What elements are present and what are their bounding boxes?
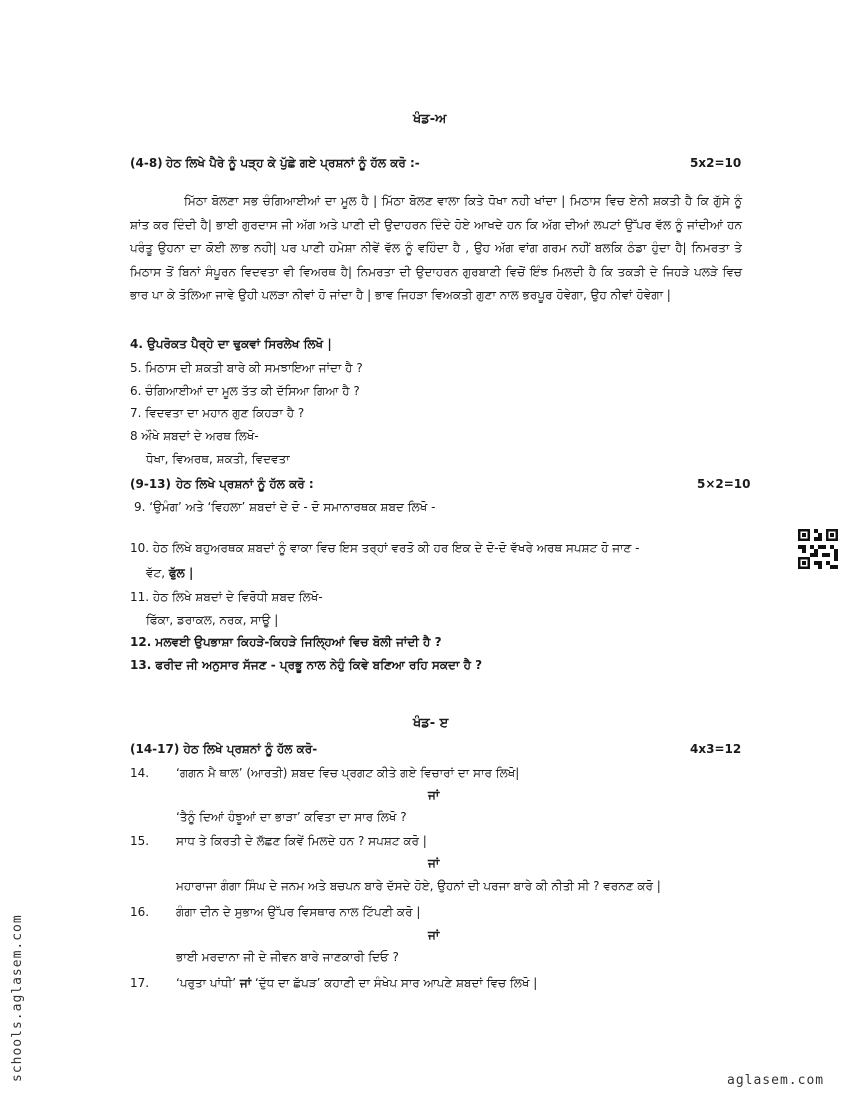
or-label-14: ਜਾਂ — [428, 788, 440, 802]
comprehension-paragraph: ਮਿੱਠਾ ਬੋਲਣਾ ਸਭ ਚੰਗਿਆਈਆਂ ਦਾ ਮੂਲ ਹੈ | ਮਿੱਠਾ ਬੋਲਣ ਵਾਲਾ ਕਿਤੇ ਧੋਖਾ ਨਹੀ ਖਾਂਦਾ | ਮਿਠਾਸ ਵਿਚ ਏਨੀ ਸ਼ਕਤੀ ਹੈ ਕਿ ਗੁੱਸੇ ਨੂੰ ਸ਼ਾਂਤ ਕਰ ਦਿੰਦੀ ਹੈ| ਭਾਈ ਗੁਰਦਾਸ ਜੀ ਅੱਗ ਅਤੇ ਪਾਣੀ ਦੀ ਉਦਾਹਰਨ ਦਿੰਦੇ ਹੋਏ ਆਖਦੇ ਹਨ ਕਿ ਅੱਗ ਦੀਆਂ ਲਪਟਾਂ ਉੱਪਰ ਵੱਲ ਨੂੰ ਜਾਂਦੀਆਂ ਹਨ ਪਰੰਤੂ ਉਹਨਾ ਦਾ ਕੋਈ ਲਾਭ ਨਹੀ| ਪਰ ਪਾਣੀ ਹਮੇਸ਼ਾ ਨੀਵੇਂ ਵੱਲ ਨੂੰ ਵਹਿੰਦਾ ਹੈ , ਉਹ ਅੱਗ ਵਾਂਗ ਗਰਮ ਨਹੀਂ ਬਲਕਿ ਠੰਡਾ ਹੁੰਦਾ ਹੈ| ਨਿਮਰਤਾ ਤੇ ਮਿਠਾਸ ਤੋਂ ਬਿਨਾਂ ਸੰਪੂਰਨ ਵਿਦਵਤਾ ਵੀ ਵਿਅਰਥ ਹੈ| ਨਿਮਰਤਾ ਦੀ ਉਦਾਹਰਨ ਗੁਰਬਾਣੀ ਵਿਚੋਂ ਇੰਝ ਮਿਲਦੀ ਹੈ ਕਿ ਤਕੜੀ ਦੇ ਜਿਹੜੇ ਪਲੜੇ ਵਿਚ ਭਾਰ ਪਾ ਕੇ ਤੋਲਿਆ ਜਾਵੇ ਉਹੀ ਪਲੜਾ ਨੀਵਾਂ ਹੋ ਜਾਂਦਾ ਹੈ | ਭਾਵ ਜਿਹੜਾ ਵਿਅਕਤੀ ਗੁਣਾ ਨਾਲ ਭਰਪੂਰ ਹੋਵੇਗਾ, ਉਹ ਨੀਵਾਂ ਹੋਵੇਗਾ | — [130, 194, 742, 302]
question-4: 4. ਉਪਰੋਕਤ ਪੈਰ੍ਹੇ ਦਾ ਢੁਕਵਾਂ ਸਿਰਲੇਖ ਲਿਖੋ | — [130, 337, 332, 351]
q9-13-instruction: ਹੇਠ ਲਿਖੇ ਪ੍ਰਸ਼ਨਾਂ ਨੂੰ ਹੱਲ ਕਰੋ : — [176, 477, 314, 491]
q9-13-range: (9-13) — [130, 477, 171, 491]
question-16: ਗੰਗਾ ਦੀਨ ਦੇ ਸੁਭਾਅ ਉੱਪਰ ਵਿਸਥਾਰ ਨਾਲ ਟਿੱਪਣੀ ਕਰੋ | — [176, 905, 421, 919]
watermark-footer: aglasem.com — [727, 1073, 825, 1088]
q9-13-marks: 5×2=10 — [697, 477, 751, 491]
question-17-number: 17. — [130, 976, 150, 990]
qr-code-icon — [798, 528, 838, 570]
question-6: 6. ਚੰਗਿਆਈਆਂ ਦਾ ਮੂਲ ਤੱਤ ਕੀ ਦੱਸਿਆ ਗਿਆ ਹੈ ? — [130, 384, 360, 398]
question-17-part2: ‘ਦੁੱਧ ਦਾ ਛੱਪੜ’ ਕਹਾਣੀ ਦਾ ਸੰਖੇਪ ਸਾਰ ਆਪਣੇ ਸ਼ਬਦਾਂ ਵਿਚ ਲਿਖੋ | — [251, 976, 538, 990]
q4-8-marks: 5x2=10 — [690, 156, 742, 170]
question-10: 10. ਹੇਠ ਲਿਖੇ ਬਹੁਅਰਥਕ ਸ਼ਬਦਾਂ ਨੂੰ ਵਾਕਾ ਵਿਚ ਇਸ ਤਰ੍ਹਾਂ ਵਰਤੋ ਕੀ ਹਰ ਇਕ ਦੇ ਦੋ-ਦੋ ਵੱਖਰੇ ਅਰਥ ਸਪਸ਼ਟ ਹੋ ਜਾਣ - — [130, 541, 640, 555]
question-11: 11. ਹੇਠ ਲਿਖੇ ਸ਼ਬਦਾਂ ਦੇ ਵਿਰੋਧੀ ਸ਼ਬਦ ਲਿਖੋ- — [130, 590, 323, 604]
question-15-alternative: ਮਹਾਰਾਜਾ ਗੰਗਾ ਸਿੰਘ ਦੇ ਜਨਮ ਅਤੇ ਬਚਪਨ ਬਾਰੇ ਦੱਸਦੇ ਹੋਏ, ਉਹਨਾਂ ਦੀ ਪਰਜਾ ਬਾਰੇ ਕੀ ਨੀਤੀ ਸੀ ? ਵਰਨਣ ਕਰੋ | — [176, 879, 661, 893]
q14-17-marks: 4x3=12 — [690, 742, 742, 756]
q14-17-instruction: (14-17) ਹੇਠ ਲਿਖੇ ਪ੍ਰਸ਼ਨਾਂ ਨੂੰ ਹੱਲ ਕਰੋ- — [130, 742, 318, 756]
section-e-title: ਖੰਡ- ੲ — [413, 716, 449, 731]
question-17-part1: ‘ਪਰੁਤਾ ਪਾਂਧੀ’ — [176, 976, 240, 990]
question-10-word-bold: ਫੁੱਲ | — [168, 566, 194, 580]
question-17-or: ਜਾਂ — [239, 976, 252, 990]
question-14: ‘ਗਗਨ ਮੈ ਥਾਲ’ (ਆਰਤੀ) ਸ਼ਬਦ ਵਿਚ ਪ੍ਰਗਟ ਕੀਤੇ ਗਏ ਵਿਚਾਰਾਂ ਦਾ ਸਾਰ ਲਿਖੋ| — [176, 766, 520, 780]
question-8: 8 ਔਖੇ ਸ਼ਬਦਾਂ ਦੇ ਅਰਥ ਲਿਖੋ- — [130, 429, 259, 443]
question-16-alternative: ਭਾਈ ਮਰਦਾਨਾ ਜੀ ਦੇ ਜੀਵਨ ਬਾਰੇ ਜਾਣਕਾਰੀ ਦਿਓ ? — [176, 950, 399, 964]
question-13: 13. ਫਰੀਦ ਜੀ ਅਨੁਸਾਰ ਸੱਜਣ - ਪ੍ਰਭੂ ਨਾਲ ਨੇਹੁੰ ਕਿਵੇ ਬਣਿਆ ਰਹਿ ਸਕਦਾ ਹੈ ? — [130, 658, 483, 672]
or-label-15: ਜਾਂ — [428, 856, 440, 870]
question-9: 9. ‘ਉਮੰਗ’ ਅਤੇ ‘ਵਿਹਲਾ’ ਸ਼ਬਦਾਂ ਦੇ ਦੋ - ਦੋ ਸਮਾਨਾਰਥਕ ਸ਼ਬਦ ਲਿਖੋ - — [134, 500, 436, 514]
question-10-word-plain: ਵੱਟ, — [146, 566, 169, 580]
q4-8-range: (4-8) — [130, 156, 163, 170]
question-10-words — [146, 566, 193, 581]
question-15-number: 15. — [130, 834, 150, 848]
watermark-vertical: schools.aglasem.com — [10, 914, 25, 1082]
question-16-number: 16. — [130, 905, 150, 919]
question-12: 12. ਮਲਵਈ ਉਪਭਾਸ਼ਾ ਕਿਹੜੇ-ਕਿਹੜੇ ਜਿਲ੍ਹਿਆਂ ਵਿਚ ਬੋਲੀ ਜਾਂਦੀ ਹੈ ? — [130, 635, 442, 649]
question-14-alternative: ‘ਤੈਨੂੰ ਦਿਆਂ ਹੰਝੂਆਂ ਦਾ ਭਾੜਾ’ ਕਵਿਤਾ ਦਾ ਸਾਰ ਲਿਖੋ ? — [176, 810, 407, 824]
question-7: 7. ਵਿਦਵਤਾ ਦਾ ਮਹਾਨ ਗੁਣ ਕਿਹੜਾ ਹੈ ? — [130, 406, 305, 420]
question-11-words: ਫਿੱਕਾ, ਡਰਾਕਲ, ਨਰਕ, ਸਾਊ | — [146, 613, 279, 627]
question-14-number: 14. — [130, 766, 150, 780]
section-a-title: ਖੰਡ-ਅ — [413, 112, 447, 127]
question-5: 5. ਮਿਠਾਸ ਦੀ ਸ਼ਕਤੀ ਬਾਰੇ ਕੀ ਸਮਝਾਇਆ ਜਾਂਦਾ ਹੈ ? — [130, 361, 363, 375]
question-17 — [176, 976, 537, 991]
q4-8-instruction: ਹੇਠ ਲਿਖੇ ਪੈਰੇ ਨੂੰ ਪੜ੍ਹ ਕੇ ਪੁੱਛੇ ਗਏ ਪ੍ਰਸ਼ਨਾਂ ਨੂੰ ਹੱਲ ਕਰੋ :- — [166, 156, 420, 170]
question-15: ਸਾਧ ਤੇ ਕਿਰਤੀ ਦੇ ਲੱਛਣ ਕਿਵੇਂ ਮਿਲਦੇ ਹਨ ? ਸਪਸ਼ਟ ਕਰੋ | — [176, 834, 427, 848]
or-label-16: ਜਾਂ — [428, 928, 440, 942]
question-8-words: ਧੋਖਾ, ਵਿਅਰਥ, ਸ਼ਕਤੀ, ਵਿਦਵਤਾ — [146, 452, 290, 466]
